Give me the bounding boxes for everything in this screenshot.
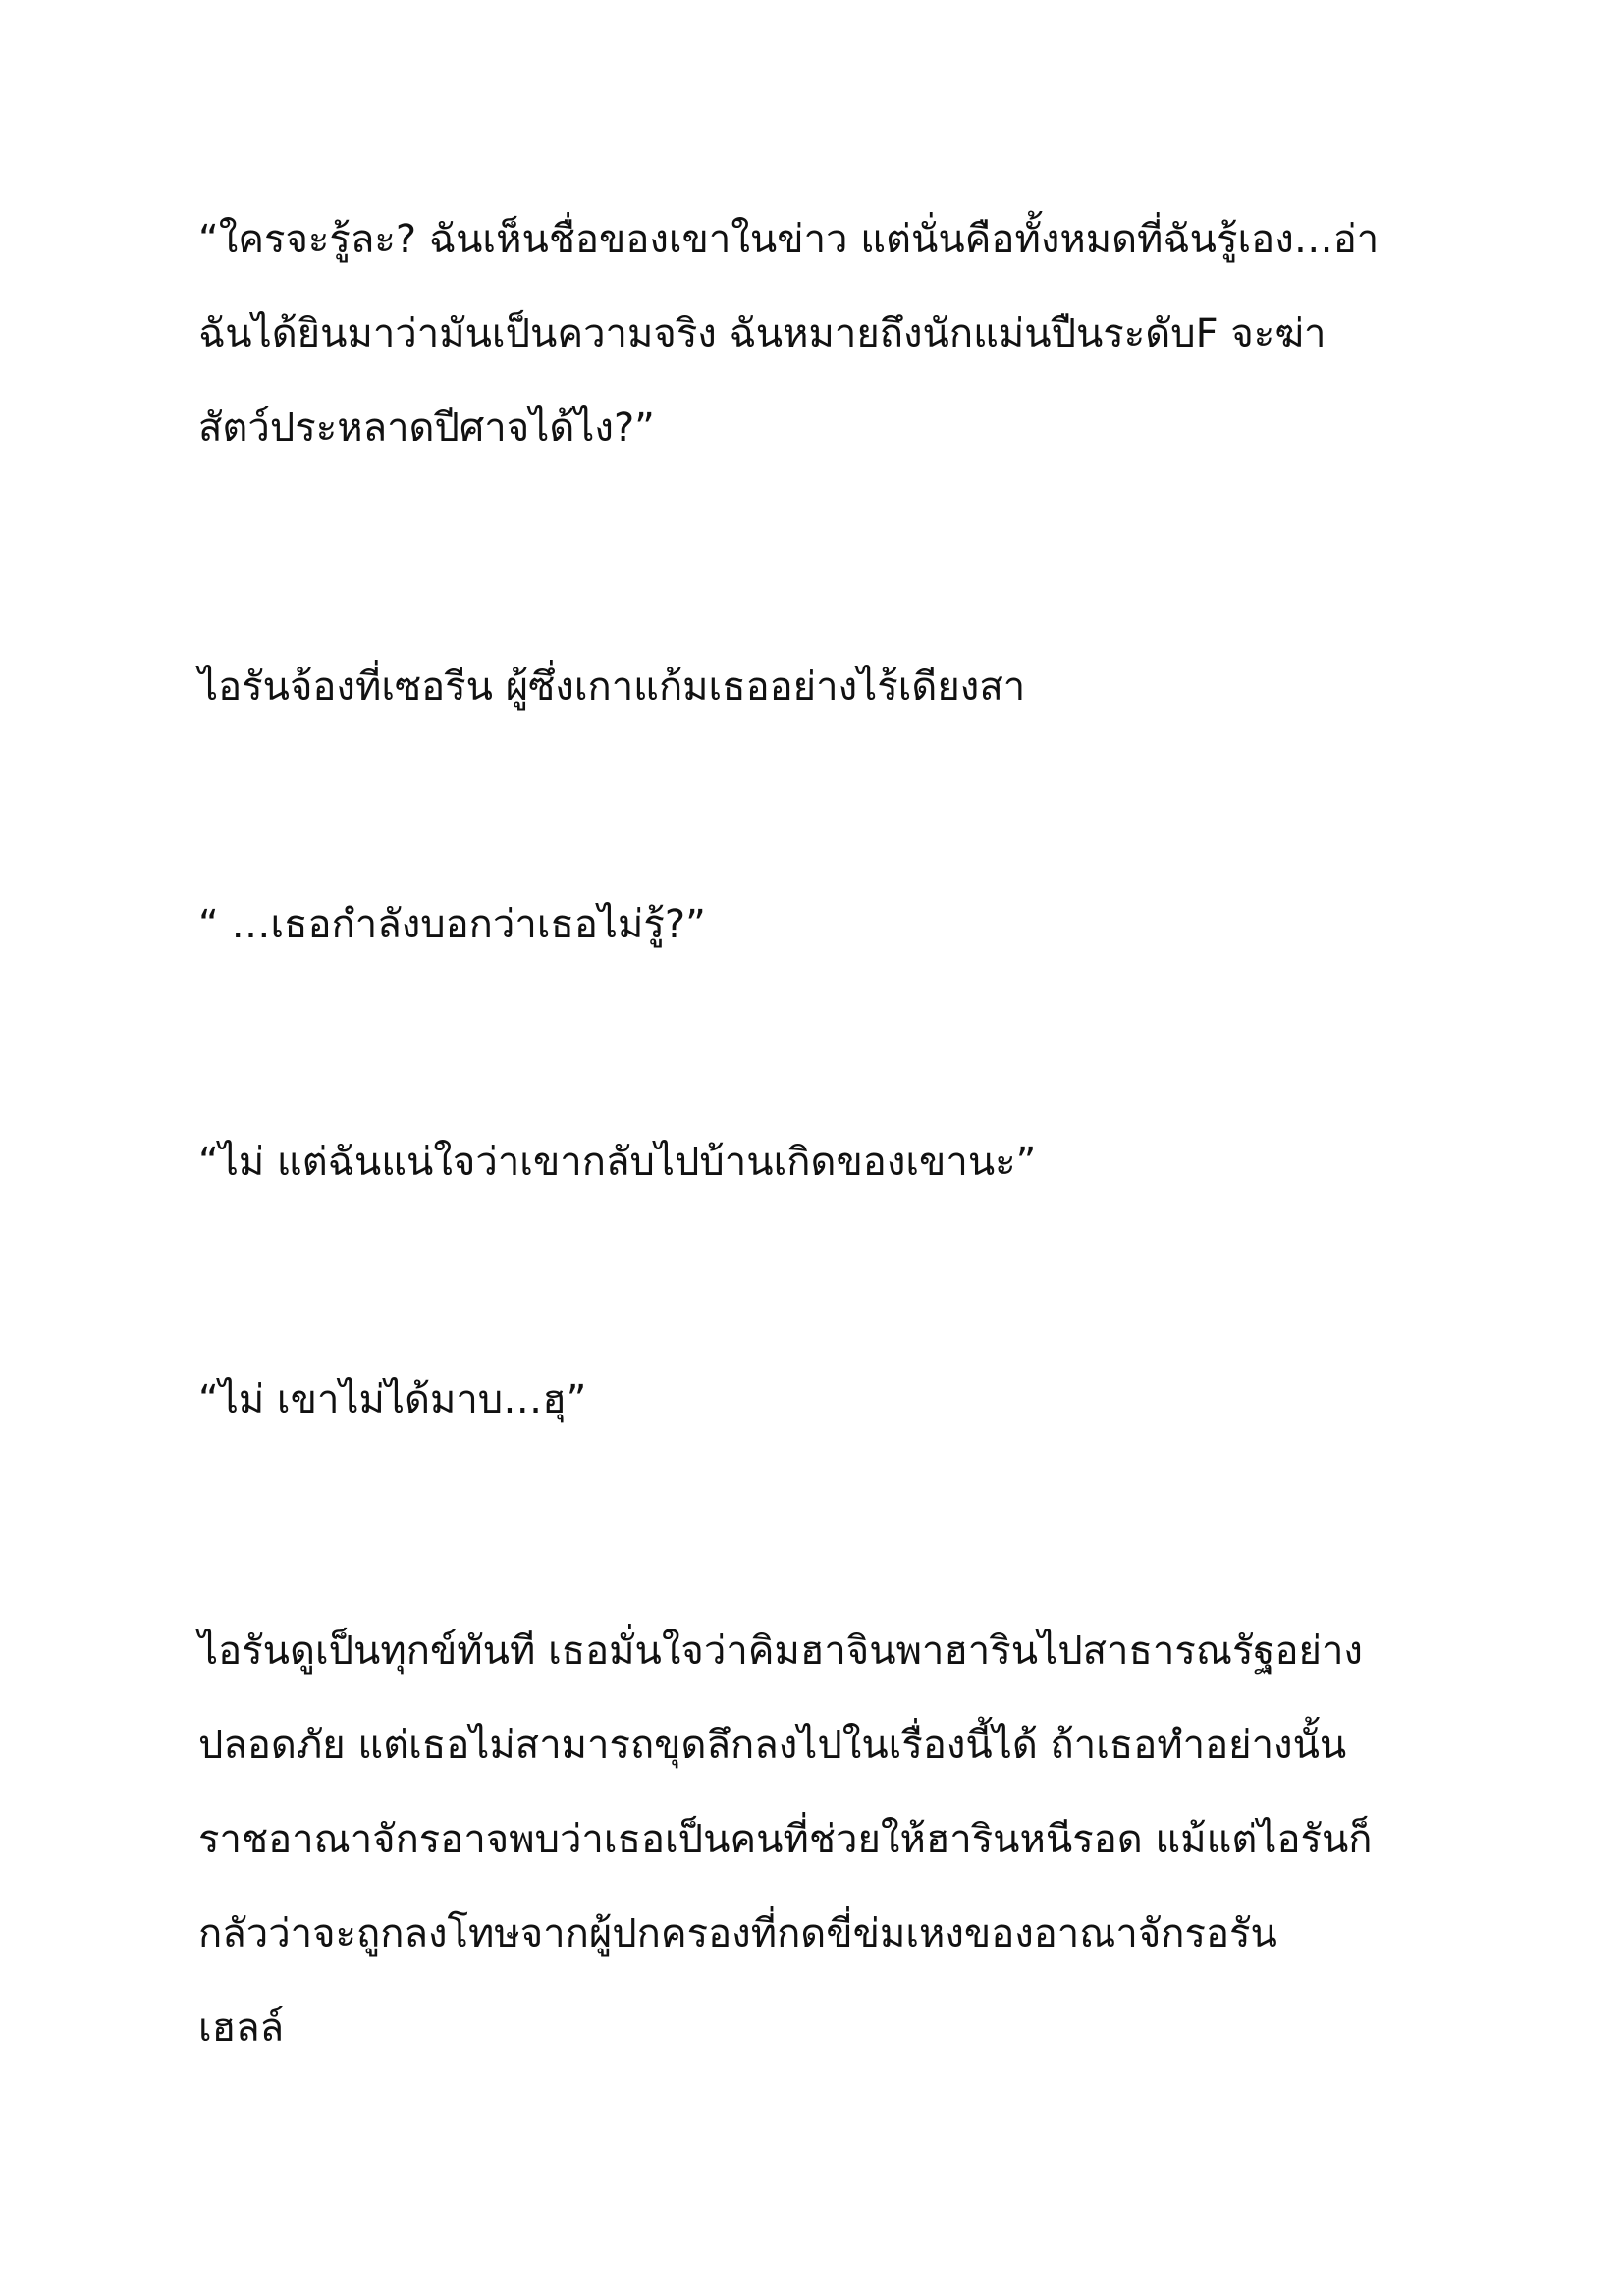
text-line: ปลอดภัย แต่เธอไม่สามารถขุดลึกลงไปในเรื่องนี้ได้ ถ้าเธอทำอย่างนั้น	[198, 1723, 1347, 1768]
text-line: สัตว์ประหลาดปีศาจได้ไง?”	[198, 405, 655, 451]
paragraph-narration-iran-stares	[198, 640, 1445, 734]
text-line: ไอรันจ้องที่เซอรีน ผู้ซึ่งเกาแก้มเธออย่างไร้เดียงสา	[198, 665, 1026, 710]
paragraph-dialogue-you-dont-know	[198, 878, 1445, 972]
text-line: เฮลล์	[198, 2005, 285, 2051]
text-line: “ไม่ เขาไม่ได้มาบ…ฮุ”	[198, 1377, 587, 1422]
paragraph-dialogue-went-home	[198, 1115, 1445, 1209]
text-line: “ไม่ แต่ฉันแน่ใจว่าเขากลับไปบ้านเกิดของเขานะ”	[198, 1140, 1037, 1185]
text-line: ฉันได้ยินมาว่ามันเป็นความจริง ฉันหมายถึงนักแม่นปืนระดับF จะฆ่า	[198, 311, 1326, 356]
paragraph-dialogue-he-didnt-come	[198, 1353, 1445, 1447]
paragraph-narration-iran-worried	[198, 1604, 1445, 2075]
text-line: ราชอาณาจักรอาจพบว่าเธอเป็นคนที่ช่วยให้ฮารินหนีรอด แม้แต่ไอรันก็	[198, 1817, 1373, 1862]
text-line: “ใครจะรู้ละ? ฉันเห็นชื่อของเขาในข่าว แต่นั่นคือทั้งหมดที่ฉันรู้เอง…อ่า	[198, 217, 1380, 262]
text-line: ไอรันดูเป็นทุกข์ทันที เธอมั่นใจว่าคิมฮาจินพาฮารินไปสาธารณรัฐอย่าง	[198, 1629, 1363, 1674]
text-line: กลัวว่าจะถูกลงโทษจากผู้ปกครองที่กดขี่ข่มเหงของอาณาจักรอรัน	[198, 1911, 1277, 1956]
text-line: “ …เธอกำลังบอกว่าเธอไม่รู้?”	[198, 902, 706, 947]
paragraph-dialogue-who-knows	[198, 192, 1445, 475]
